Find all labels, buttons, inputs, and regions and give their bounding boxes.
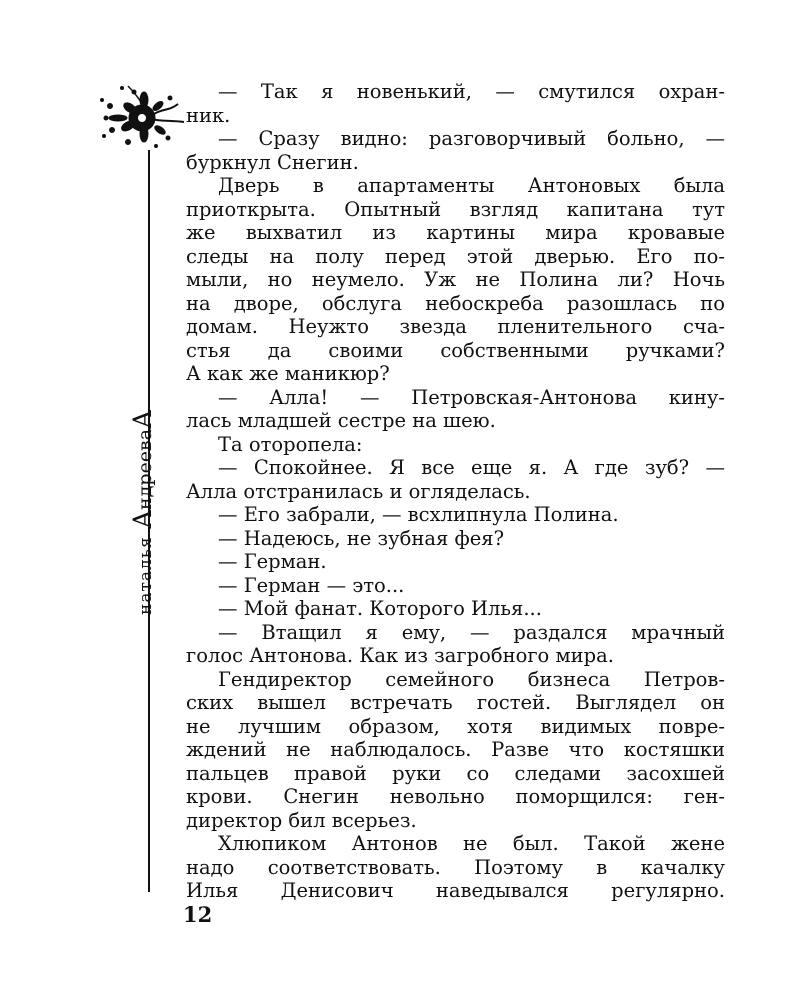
author-last-final: А: [128, 409, 157, 429]
text-line: Гендиректор семейного бизнеса Петров-: [218, 667, 725, 691]
text-line: — Втащил я ему, — раздался мрачный: [218, 620, 725, 644]
text-line: домам. Неужто звезда пленительного сча-: [186, 315, 725, 338]
text-line: Хлюпиком Антонов не был. Такой жене: [218, 832, 725, 855]
body-text: [186, 80, 725, 903]
text-line: — Его забрали, — всхлипнула Полина.: [218, 503, 619, 526]
text-line: Та оторопела:: [218, 432, 363, 456]
text-line: — Герман — это...: [218, 573, 405, 597]
text-line: следы на полу перед этой дверью. Его по-: [186, 244, 725, 268]
text-line: Дверь в апартаменты Антоновых была: [218, 174, 725, 197]
text-line: — Мой фанат. Которого Илья...: [218, 597, 542, 620]
text-line: ник.: [186, 103, 231, 127]
page-number: 12: [183, 902, 213, 927]
text-line: крови. Снегин невольно поморщился: ген-: [186, 785, 725, 808]
text-line: приоткрыта. Опытный взгляд капитана тут: [186, 197, 725, 221]
text-line: не лучшим образом, хотя видимых повре-: [186, 714, 725, 738]
text-line: стья да своими собственными ручками?: [186, 338, 725, 362]
text-line: — Надеюсь, не зубная фея?: [218, 526, 505, 550]
text-line: — Алла! — Петровская-Антонова кину-: [218, 385, 725, 409]
text-line: на дворе, обслуга небоскреба разошлась по: [186, 291, 725, 315]
text-line: надо соответствовать. Поэтому в качалку: [186, 855, 725, 879]
text-line: Алла отстранилась и огляделась.: [186, 479, 531, 503]
text-line: же выхватил из картины мира кровавые: [186, 221, 725, 244]
text-line: ских вышел встречать гостей. Выглядел он: [186, 691, 725, 714]
text-line: Илья Денисович наведывался регулярно.: [186, 879, 725, 902]
text-line: — Спокойнее. Я все еще я. А где зуб? —: [218, 456, 725, 479]
floral-ornament-icon: [98, 78, 186, 158]
text-line: — Сразу видно: разговорчивый больно, —: [218, 127, 725, 150]
text-line: — Так я новенький, — смутился охран-: [218, 80, 725, 103]
text-line: буркнул Снегин.: [186, 150, 359, 174]
author-first-name: наталья: [136, 536, 156, 615]
text-line: ждений не наблюдалось. Разве что костяшки: [186, 738, 725, 761]
author-last-initial: А: [128, 509, 157, 529]
text-line: мыли, но неумело. Уж не Полина ли? Ночь: [186, 268, 725, 291]
text-line: лась младшей сестре на шею.: [186, 409, 496, 432]
text-line: голос Антонова. Как из загробного мира.: [186, 644, 614, 667]
author-last-rest: ндреева: [134, 428, 156, 510]
text-line: пальцев правой руки со следами засохшей: [186, 761, 725, 785]
text-line: директор бил всерьез.: [186, 808, 417, 832]
text-line: — Герман.: [218, 550, 327, 573]
running-head-author: [130, 410, 156, 615]
text-line: А как же маникюр?: [186, 362, 390, 385]
